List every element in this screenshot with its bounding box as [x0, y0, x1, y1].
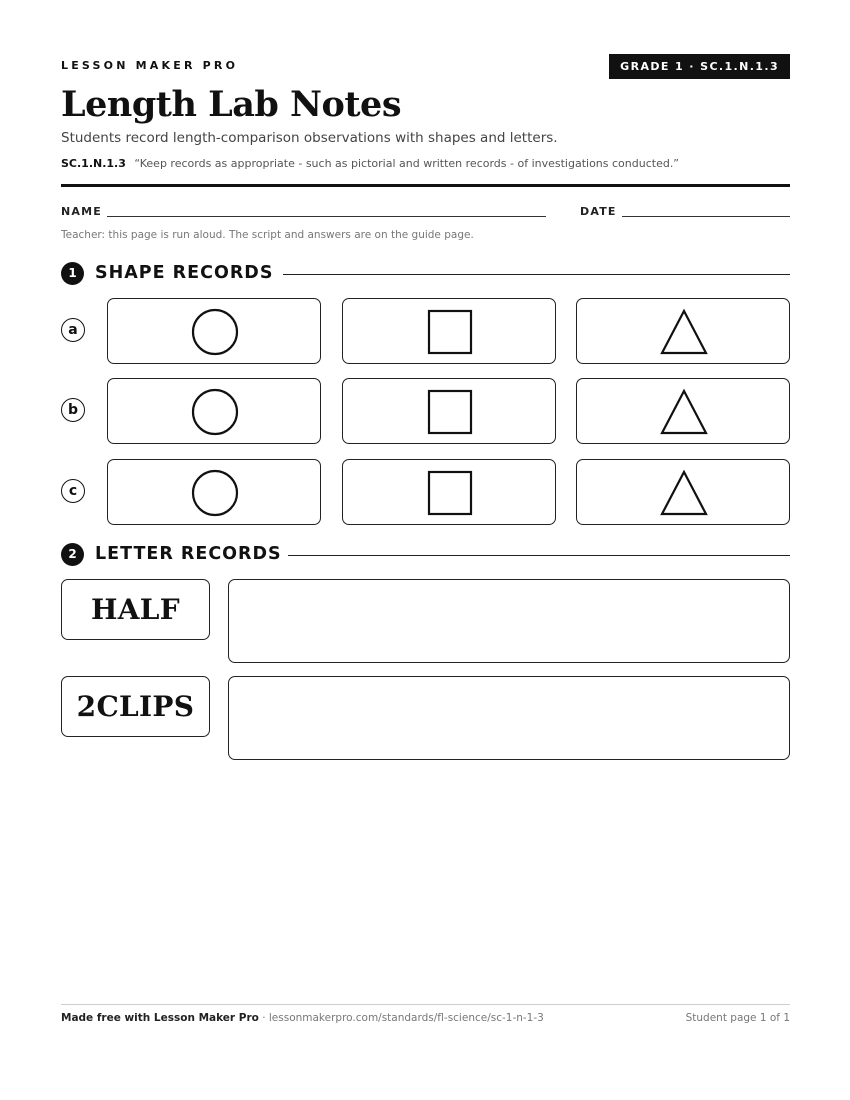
section-number: 2	[61, 543, 84, 566]
shape-record-box[interactable]	[342, 378, 556, 444]
section-title: SHAPE RECORDS	[95, 263, 274, 283]
row-letter-b: b	[61, 398, 85, 422]
letter-record-answer-box[interactable]	[228, 579, 790, 663]
triangle-icon	[577, 299, 791, 365]
shape-record-box[interactable]	[107, 459, 321, 525]
name-label: NAME	[61, 205, 102, 218]
footer-made-with: Made free with Lesson Maker Pro	[61, 1012, 259, 1024]
shape-record-box[interactable]	[576, 378, 790, 444]
word-card-half: HALF	[61, 579, 210, 640]
date-line[interactable]	[622, 216, 790, 217]
page-title: Length Lab Notes	[61, 84, 402, 125]
name-line[interactable]	[107, 216, 546, 217]
footer-separator: ·	[258, 1012, 269, 1024]
shape-record-box[interactable]	[576, 298, 790, 364]
triangle-icon	[577, 379, 791, 445]
worksheet-page	[61, 0, 790, 1100]
footer-credit	[61, 1012, 544, 1024]
circle-icon	[108, 460, 322, 526]
letter-record-answer-box[interactable]	[228, 676, 790, 760]
square-icon	[343, 379, 557, 445]
square-icon	[343, 299, 557, 365]
row-letter-a: a	[61, 318, 85, 342]
brand-name: LESSON MAKER PRO	[61, 59, 239, 72]
section-shape-records	[61, 262, 790, 286]
standard-line	[61, 157, 679, 170]
header-divider	[61, 184, 790, 187]
section-title: LETTER RECORDS	[95, 544, 282, 564]
standard-code: SC.1.N.1.3	[61, 157, 126, 170]
shape-record-box[interactable]	[342, 459, 556, 525]
circle-icon	[108, 379, 322, 445]
grade-badge: GRADE 1 · SC.1.N.1.3	[609, 54, 790, 79]
triangle-icon	[577, 460, 791, 526]
page-subtitle: Students record length-comparison observations with shapes and letters.	[61, 130, 558, 146]
row-letter-c: c	[61, 479, 85, 503]
standard-quote: “Keep records as appropriate - such as pictorial and written records - of investigations conducted.”	[134, 157, 680, 170]
section-rule	[288, 555, 790, 556]
teacher-note: Teacher: this page is run aloud. The script and answers are on the guide page.	[61, 229, 474, 241]
footer-page-number: Student page 1 of 1	[685, 1012, 790, 1024]
section-rule	[283, 274, 790, 275]
square-icon	[343, 460, 557, 526]
word-card-2clips: 2CLIPS	[61, 676, 210, 737]
section-letter-records	[61, 543, 790, 567]
footer-url[interactable]: lessonmakerpro.com/standards/fl-science/sc-1-n-1-3	[268, 1012, 544, 1024]
shape-record-box[interactable]	[576, 459, 790, 525]
shape-record-box[interactable]	[107, 298, 321, 364]
date-label: DATE	[580, 205, 617, 218]
shape-record-box[interactable]	[107, 378, 321, 444]
shape-record-box[interactable]	[342, 298, 556, 364]
footer-divider	[61, 1004, 790, 1005]
circle-icon	[108, 299, 322, 365]
section-number: 1	[61, 262, 84, 285]
